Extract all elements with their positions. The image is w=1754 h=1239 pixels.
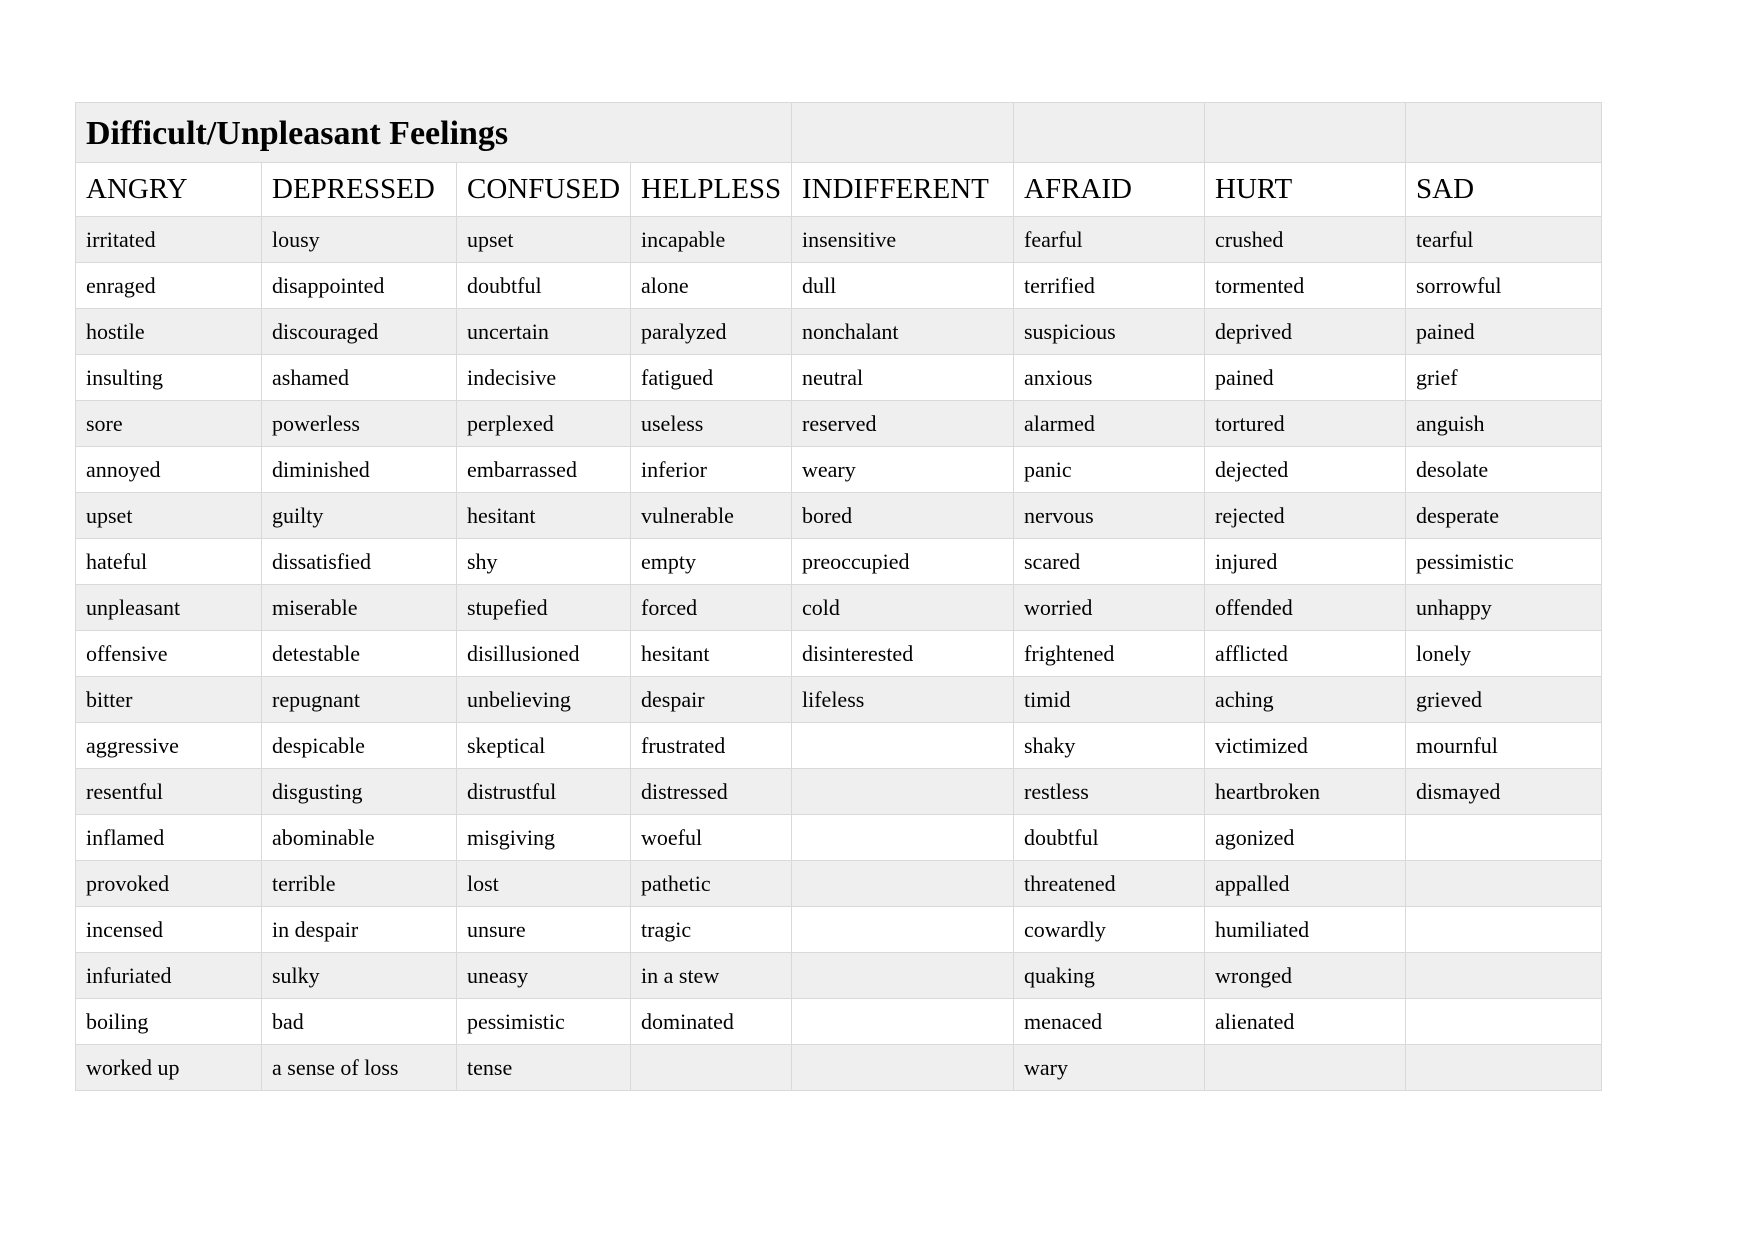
feeling-cell: dismayed xyxy=(1406,769,1602,815)
feeling-cell: menaced xyxy=(1014,999,1205,1045)
table-row xyxy=(76,677,1602,723)
feeling-cell: powerless xyxy=(262,401,457,447)
feeling-cell: injured xyxy=(1205,539,1406,585)
feeling-cell: disillusioned xyxy=(457,631,631,677)
feeling-cell: resentful xyxy=(76,769,262,815)
feeling-cell: worried xyxy=(1014,585,1205,631)
feeling-cell: despair xyxy=(631,677,792,723)
feeling-cell: scared xyxy=(1014,539,1205,585)
feeling-cell: enraged xyxy=(76,263,262,309)
feeling-cell: aching xyxy=(1205,677,1406,723)
feeling-cell: tragic xyxy=(631,907,792,953)
feeling-cell: threatened xyxy=(1014,861,1205,907)
table-row xyxy=(76,1045,1602,1091)
feeling-cell xyxy=(792,861,1014,907)
feeling-cell xyxy=(1406,1045,1602,1091)
feeling-cell: aggressive xyxy=(76,723,262,769)
feeling-cell: disgusting xyxy=(262,769,457,815)
feeling-cell: alone xyxy=(631,263,792,309)
feeling-cell: upset xyxy=(76,493,262,539)
feeling-cell: preoccupied xyxy=(792,539,1014,585)
table-row xyxy=(76,309,1602,355)
feeling-cell xyxy=(792,769,1014,815)
feeling-cell: disappointed xyxy=(262,263,457,309)
feeling-cell xyxy=(792,815,1014,861)
feeling-cell: useless xyxy=(631,401,792,447)
feeling-cell: reserved xyxy=(792,401,1014,447)
feeling-cell: in a stew xyxy=(631,953,792,999)
feeling-cell: lousy xyxy=(262,217,457,263)
feeling-cell: unsure xyxy=(457,907,631,953)
feeling-cell xyxy=(1205,1045,1406,1091)
title-empty-cell xyxy=(1406,103,1602,163)
feeling-cell: unbelieving xyxy=(457,677,631,723)
table-row xyxy=(76,631,1602,677)
feeling-cell xyxy=(1406,815,1602,861)
feeling-cell: bad xyxy=(262,999,457,1045)
table-row xyxy=(76,493,1602,539)
feeling-cell: quaking xyxy=(1014,953,1205,999)
category-header: AFRAID xyxy=(1014,163,1205,217)
feeling-cell xyxy=(792,1045,1014,1091)
category-header-row xyxy=(76,163,1602,217)
feeling-cell: neutral xyxy=(792,355,1014,401)
table-row xyxy=(76,723,1602,769)
feeling-cell: offensive xyxy=(76,631,262,677)
feeling-cell: alienated xyxy=(1205,999,1406,1045)
table-row xyxy=(76,861,1602,907)
feeling-cell: lost xyxy=(457,861,631,907)
category-header: CONFUSED xyxy=(457,163,631,217)
title-empty-cell xyxy=(1014,103,1205,163)
feeling-cell: worked up xyxy=(76,1045,262,1091)
feeling-cell: panic xyxy=(1014,447,1205,493)
feeling-cell: grieved xyxy=(1406,677,1602,723)
feeling-cell: a sense of loss xyxy=(262,1045,457,1091)
feeling-cell: suspicious xyxy=(1014,309,1205,355)
feeling-cell: bitter xyxy=(76,677,262,723)
feeling-cell: indecisive xyxy=(457,355,631,401)
feeling-cell: afflicted xyxy=(1205,631,1406,677)
feeling-cell: uncertain xyxy=(457,309,631,355)
feeling-cell: nonchalant xyxy=(792,309,1014,355)
feeling-cell: hostile xyxy=(76,309,262,355)
feeling-cell: disinterested xyxy=(792,631,1014,677)
feeling-cell: dissatisfied xyxy=(262,539,457,585)
sheet-title: Difficult/Unpleasant Feelings xyxy=(76,103,792,163)
feeling-cell: upset xyxy=(457,217,631,263)
feeling-cell: pained xyxy=(1205,355,1406,401)
feeling-cell: tormented xyxy=(1205,263,1406,309)
table-row xyxy=(76,447,1602,493)
table-row xyxy=(76,217,1602,263)
feeling-cell: empty xyxy=(631,539,792,585)
feeling-cell: appalled xyxy=(1205,861,1406,907)
feeling-cell: annoyed xyxy=(76,447,262,493)
feeling-cell: shaky xyxy=(1014,723,1205,769)
feeling-cell: dominated xyxy=(631,999,792,1045)
feeling-cell: deprived xyxy=(1205,309,1406,355)
feeling-cell: boiling xyxy=(76,999,262,1045)
feeling-cell: cold xyxy=(792,585,1014,631)
feelings-table xyxy=(75,102,1602,1091)
feeling-cell: tortured xyxy=(1205,401,1406,447)
feeling-cell: anguish xyxy=(1406,401,1602,447)
table-row xyxy=(76,263,1602,309)
feeling-cell xyxy=(792,907,1014,953)
feeling-cell xyxy=(1406,953,1602,999)
feeling-cell: sore xyxy=(76,401,262,447)
feeling-cell: inflamed xyxy=(76,815,262,861)
feeling-cell xyxy=(1406,999,1602,1045)
table-row xyxy=(76,907,1602,953)
feeling-cell: lonely xyxy=(1406,631,1602,677)
category-header: INDIFFERENT xyxy=(792,163,1014,217)
feeling-cell: dejected xyxy=(1205,447,1406,493)
feeling-cell: heartbroken xyxy=(1205,769,1406,815)
feeling-cell: lifeless xyxy=(792,677,1014,723)
feeling-cell: anxious xyxy=(1014,355,1205,401)
feeling-cell: abominable xyxy=(262,815,457,861)
feeling-cell: embarrassed xyxy=(457,447,631,493)
feeling-cell: irritated xyxy=(76,217,262,263)
feeling-cell xyxy=(1406,907,1602,953)
feeling-cell: alarmed xyxy=(1014,401,1205,447)
feeling-cell: offended xyxy=(1205,585,1406,631)
feeling-cell: doubtful xyxy=(1014,815,1205,861)
feeling-cell: unpleasant xyxy=(76,585,262,631)
table-row xyxy=(76,815,1602,861)
feeling-cell: timid xyxy=(1014,677,1205,723)
feeling-cell: pathetic xyxy=(631,861,792,907)
feeling-cell: sorrowful xyxy=(1406,263,1602,309)
feeling-cell: weary xyxy=(792,447,1014,493)
feeling-cell: provoked xyxy=(76,861,262,907)
feeling-cell: pained xyxy=(1406,309,1602,355)
feeling-cell: incapable xyxy=(631,217,792,263)
title-empty-cell xyxy=(792,103,1014,163)
feeling-cell: diminished xyxy=(262,447,457,493)
feeling-cell: shy xyxy=(457,539,631,585)
feeling-cell: discouraged xyxy=(262,309,457,355)
feeling-cell: frustrated xyxy=(631,723,792,769)
feeling-cell: distressed xyxy=(631,769,792,815)
category-header: HURT xyxy=(1205,163,1406,217)
feeling-cell: vulnerable xyxy=(631,493,792,539)
feeling-cell xyxy=(631,1045,792,1091)
table-row xyxy=(76,539,1602,585)
feeling-cell: woeful xyxy=(631,815,792,861)
feeling-cell: hateful xyxy=(76,539,262,585)
feeling-cell: hesitant xyxy=(457,493,631,539)
feeling-cell: sulky xyxy=(262,953,457,999)
feeling-cell: pessimistic xyxy=(457,999,631,1045)
feeling-cell: in despair xyxy=(262,907,457,953)
category-header: DEPRESSED xyxy=(262,163,457,217)
table-body xyxy=(76,103,1602,1091)
feeling-cell: terrible xyxy=(262,861,457,907)
feeling-cell: hesitant xyxy=(631,631,792,677)
feeling-cell: tearful xyxy=(1406,217,1602,263)
feeling-cell: agonized xyxy=(1205,815,1406,861)
feeling-cell: inferior xyxy=(631,447,792,493)
feeling-cell: mournful xyxy=(1406,723,1602,769)
feeling-cell xyxy=(792,953,1014,999)
feeling-cell: grief xyxy=(1406,355,1602,401)
feeling-cell: rejected xyxy=(1205,493,1406,539)
feeling-cell: stupefied xyxy=(457,585,631,631)
feeling-cell: nervous xyxy=(1014,493,1205,539)
feeling-cell xyxy=(792,999,1014,1045)
table-row xyxy=(76,401,1602,447)
feeling-cell: repugnant xyxy=(262,677,457,723)
feeling-cell: distrustful xyxy=(457,769,631,815)
feeling-cell: fearful xyxy=(1014,217,1205,263)
feeling-cell: tense xyxy=(457,1045,631,1091)
feeling-cell: terrified xyxy=(1014,263,1205,309)
feeling-cell: detestable xyxy=(262,631,457,677)
feeling-cell: restless xyxy=(1014,769,1205,815)
feeling-cell: despicable xyxy=(262,723,457,769)
feeling-cell: infuriated xyxy=(76,953,262,999)
feeling-cell: wronged xyxy=(1205,953,1406,999)
feeling-cell: unhappy xyxy=(1406,585,1602,631)
feeling-cell: miserable xyxy=(262,585,457,631)
feeling-cell: fatigued xyxy=(631,355,792,401)
feeling-cell: cowardly xyxy=(1014,907,1205,953)
feeling-cell: dull xyxy=(792,263,1014,309)
feeling-cell: desolate xyxy=(1406,447,1602,493)
table-row xyxy=(76,769,1602,815)
feeling-cell: guilty xyxy=(262,493,457,539)
feeling-cell xyxy=(1406,861,1602,907)
table-row xyxy=(76,953,1602,999)
feeling-cell xyxy=(792,723,1014,769)
feeling-cell: misgiving xyxy=(457,815,631,861)
category-header: ANGRY xyxy=(76,163,262,217)
feeling-cell: frightened xyxy=(1014,631,1205,677)
feeling-cell: insulting xyxy=(76,355,262,401)
feeling-cell: wary xyxy=(1014,1045,1205,1091)
feeling-cell: pessimistic xyxy=(1406,539,1602,585)
feeling-cell: ashamed xyxy=(262,355,457,401)
feeling-cell: crushed xyxy=(1205,217,1406,263)
feeling-cell: skeptical xyxy=(457,723,631,769)
feeling-cell: doubtful xyxy=(457,263,631,309)
table-row xyxy=(76,999,1602,1045)
feeling-cell: forced xyxy=(631,585,792,631)
feeling-cell: bored xyxy=(792,493,1014,539)
title-empty-cell xyxy=(1205,103,1406,163)
category-header: HELPLESS xyxy=(631,163,792,217)
feeling-cell: incensed xyxy=(76,907,262,953)
feeling-cell: humiliated xyxy=(1205,907,1406,953)
category-header: SAD xyxy=(1406,163,1602,217)
feeling-cell: desperate xyxy=(1406,493,1602,539)
feeling-cell: insensitive xyxy=(792,217,1014,263)
feeling-cell: paralyzed xyxy=(631,309,792,355)
feeling-cell: victimized xyxy=(1205,723,1406,769)
title-row xyxy=(76,103,1602,163)
table-row xyxy=(76,585,1602,631)
table-row xyxy=(76,355,1602,401)
feeling-cell: uneasy xyxy=(457,953,631,999)
feeling-cell: perplexed xyxy=(457,401,631,447)
